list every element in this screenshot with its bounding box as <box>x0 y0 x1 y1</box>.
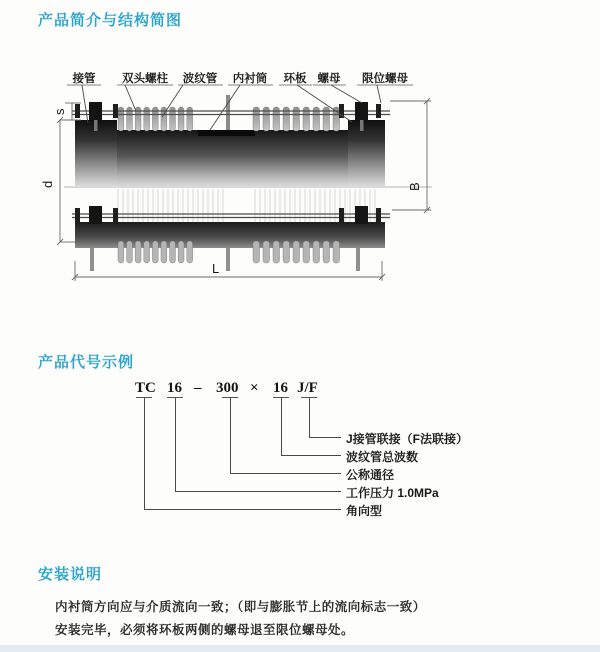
code-part-diameter: 300 <box>216 380 239 396</box>
dim-label-s: s <box>52 108 67 115</box>
dim-label-L: L <box>212 261 220 276</box>
label-limit-nut: 限位螺母 <box>362 73 408 85</box>
structure-diagram <box>40 65 470 293</box>
bellows-shell <box>117 130 348 187</box>
label-bellows: 波纹管 <box>182 73 218 85</box>
code-part-pressure: 16 <box>167 380 182 396</box>
expl-joint-type: J接管联接（F法联接） <box>346 432 469 446</box>
bellows-ghost-lines <box>118 189 375 225</box>
install-note-line: 安装完毕，必须将环板两侧的螺母退至限位螺母处。 <box>55 623 355 637</box>
lower-nut <box>113 208 118 222</box>
lower-limit-nut <box>376 208 381 222</box>
stud-stem <box>94 120 98 131</box>
nut-left <box>113 104 118 118</box>
dim-B <box>390 98 431 213</box>
lower-nut <box>75 208 80 222</box>
limit-nut-right <box>376 104 381 118</box>
expl-wave-count: 波纹管总波数 <box>346 450 419 464</box>
install-section-heading: 安装说明 <box>38 566 103 583</box>
lower-stud-end <box>355 206 368 224</box>
code-section-heading: 产品代号示例 <box>38 354 135 371</box>
stud-end-left <box>89 102 102 120</box>
stud-stem <box>360 120 364 131</box>
intro-section-heading: 产品简介与结构简图 <box>38 12 183 29</box>
stud-end-right <box>355 102 368 120</box>
code-part-joint: J/F <box>297 380 318 396</box>
inner-sleeve-edge <box>198 130 255 136</box>
dim-label-B: B <box>407 182 422 191</box>
expl-type: 角向型 <box>346 504 383 518</box>
lower-nut <box>339 208 344 222</box>
label-pipe-end: 接管 <box>72 73 96 85</box>
label-stud: 双头螺柱 <box>122 73 168 85</box>
footer-strip <box>0 645 600 652</box>
code-part-dash: – <box>194 380 202 396</box>
code-part-waves: 16 <box>273 380 288 396</box>
label-ring-plate: 环板 <box>283 73 307 85</box>
label-nut: 螺母 <box>317 73 341 85</box>
limit-nut-left <box>75 104 80 118</box>
dim-label-d: d <box>40 180 55 188</box>
code-part-times: × <box>250 380 259 396</box>
pipe-end-right <box>348 120 385 187</box>
expl-pressure: 工作压力 1.0MPa <box>346 486 439 500</box>
code-part-type: TC <box>135 380 156 396</box>
lower-half <box>72 206 390 271</box>
lower-stud-end <box>89 206 102 224</box>
expl-diameter: 公称通径 <box>346 468 395 482</box>
label-sleeve: 内衬筒 <box>232 73 268 85</box>
code-connector <box>144 398 341 510</box>
install-note-line: 内衬筒方向应与介质流向一致；（即与膨胀节上的流向标志一致） <box>55 600 426 614</box>
dim-d <box>40 117 75 245</box>
upper-half <box>72 95 390 187</box>
